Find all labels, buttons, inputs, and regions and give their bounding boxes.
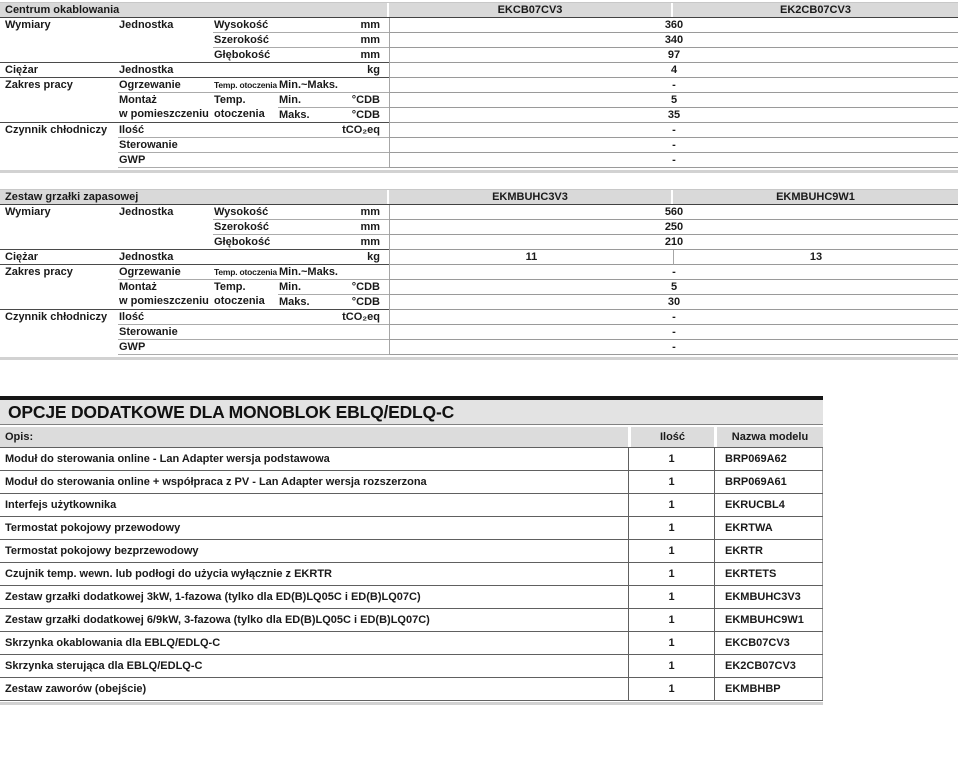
row-label-heating: Ogrzewanie xyxy=(118,265,213,280)
option-model: BRP069A61 xyxy=(714,471,823,493)
spacer-cell xyxy=(213,310,330,325)
spec-value-height: 360 xyxy=(389,18,958,33)
option-row xyxy=(0,563,823,586)
option-quantity: 1 xyxy=(628,471,714,493)
options-table-title: OPCJE DODATKOWE DLA MONOBLOK EBLQ/EDLQ-C xyxy=(0,396,823,425)
option-quantity: 1 xyxy=(628,678,714,700)
row-label-min: Min. xyxy=(278,280,330,295)
spacer-cell xyxy=(213,138,330,153)
option-quantity: 1 xyxy=(628,655,714,677)
spec-value-max-temp: 30 xyxy=(389,295,958,310)
row-label-max: Maks. xyxy=(278,295,330,310)
group-label-operation-range: Zakres pracy xyxy=(0,265,118,310)
spec-value-weight-col1: 11 xyxy=(389,250,673,265)
row-label-temp-line2: otoczenia xyxy=(214,295,265,307)
row-label-max: Maks. xyxy=(278,108,330,123)
unit-mm: mm xyxy=(330,33,389,48)
spec-value-depth: 97 xyxy=(389,48,958,63)
column-header-quantity: Ilość xyxy=(631,427,714,447)
spacer-cell xyxy=(213,63,330,78)
spacer-cell xyxy=(278,220,330,235)
spec-value-width: 340 xyxy=(389,33,958,48)
row-label-installation-line1: Montaż xyxy=(119,94,157,106)
unit-mm: mm xyxy=(330,205,389,220)
option-description: Moduł do sterowania online + współpraca z PV - Lan Adapter wersja rozszerzona xyxy=(5,476,427,488)
row-label-temp-line1: Temp. xyxy=(214,281,246,293)
option-description: Zestaw grzałki dodatkowej 6/9kW, 3-fazowa (tylko dla ED(B)LQ05C i ED(B)LQ07C) xyxy=(5,614,430,626)
option-description: Interfejs użytkownika xyxy=(5,499,117,511)
row-label-unit: Jednostka xyxy=(118,250,213,265)
unit-kg: kg xyxy=(330,250,389,265)
option-row xyxy=(0,494,823,517)
spacer-cell xyxy=(213,153,330,168)
option-model: EKRTR xyxy=(714,540,823,562)
spacer-cell xyxy=(278,48,330,63)
model-column-header: EK2CB07CV3 xyxy=(673,3,958,17)
row-label-quantity: Ilość xyxy=(118,123,213,138)
model-column-header: EKMBUHC3V3 xyxy=(389,190,673,204)
group-label-refrigerant: Czynnik chłodniczy xyxy=(5,124,108,136)
option-description: Skrzynka okablowania dla EBLQ/EDLQ-C xyxy=(5,637,221,649)
option-quantity: 1 xyxy=(628,609,714,631)
option-model: EKRUCBL4 xyxy=(714,494,823,516)
options-table-body xyxy=(0,447,823,701)
spacer-cell xyxy=(278,18,330,33)
spec-value-gwp: - xyxy=(389,153,958,168)
row-label-gwp: GWP xyxy=(118,340,213,355)
spec-value-control: - xyxy=(389,138,958,153)
options-table xyxy=(0,396,823,705)
option-model: EKRTETS xyxy=(714,563,823,585)
unit-tco2eq: tCO₂eq xyxy=(330,123,389,138)
row-label-installation-line2: w pomieszczeniu xyxy=(119,295,209,307)
spec-table-wiring-centre xyxy=(0,2,958,173)
option-row xyxy=(0,655,823,678)
option-row xyxy=(0,586,823,609)
option-quantity: 1 xyxy=(628,586,714,608)
unit-cdb: °CDB xyxy=(330,280,389,295)
option-row xyxy=(0,678,823,701)
spacer-cell xyxy=(330,340,389,355)
row-label-control: Sterowanie xyxy=(118,138,213,153)
spacer-cell xyxy=(213,340,330,355)
spec-table-body xyxy=(0,205,958,355)
option-model: EKMBUHC9W1 xyxy=(714,609,823,631)
row-label-ambient-temp: Temp. otoczenia xyxy=(213,78,278,93)
unit-cdb: °CDB xyxy=(330,295,389,310)
row-label-height: Wysokość xyxy=(213,18,278,33)
row-label-installation xyxy=(118,280,213,310)
option-row xyxy=(0,517,823,540)
unit-mm: mm xyxy=(330,235,389,250)
row-label-width: Szerokość xyxy=(213,33,278,48)
spacer-cell xyxy=(278,33,330,48)
spec-value-refrigerant-qty: - xyxy=(389,310,958,325)
option-model: EKCB07CV3 xyxy=(714,632,823,654)
table-bottom-shadow xyxy=(0,357,958,360)
group-label-refrigerant: Czynnik chłodniczy xyxy=(5,311,108,323)
row-label-depth: Głębokość xyxy=(213,235,278,250)
option-model: BRP069A62 xyxy=(714,448,823,470)
spacer-cell xyxy=(213,123,330,138)
spec-value-weight-col2: 13 xyxy=(673,250,958,265)
row-label-control: Sterowanie xyxy=(118,325,213,340)
group-label-operation-range: Zakres pracy xyxy=(0,78,118,123)
option-quantity: 1 xyxy=(628,494,714,516)
option-description: Moduł do sterowania online - Lan Adapter wersja podstawowa xyxy=(5,453,330,465)
row-label-ambient-temp-twoline xyxy=(213,280,278,310)
option-row xyxy=(0,448,823,471)
option-quantity: 1 xyxy=(628,563,714,585)
option-model: EKMBHBP xyxy=(714,678,823,700)
option-quantity: 1 xyxy=(628,540,714,562)
spec-value-height: 560 xyxy=(389,205,958,220)
spec-table-header-row xyxy=(0,189,958,205)
option-row xyxy=(0,632,823,655)
spec-table-header-row xyxy=(0,2,958,18)
row-label-min: Min. xyxy=(278,93,330,108)
option-description: Termostat pokojowy bezprzewodowy xyxy=(5,545,199,557)
row-label-depth: Głębokość xyxy=(213,48,278,63)
spacer-cell xyxy=(213,250,330,265)
option-description: Skrzynka sterująca dla EBLQ/EDLQ-C xyxy=(5,660,203,672)
group-label-dimensions: Wymiary xyxy=(0,205,118,250)
table-bottom-shadow xyxy=(0,170,958,173)
row-label-temp-line2: otoczenia xyxy=(214,108,265,120)
unit-mm: mm xyxy=(330,220,389,235)
model-column-header: EKMBUHC9W1 xyxy=(673,190,958,204)
spec-value-gwp: - xyxy=(389,340,958,355)
option-model: EKMBUHC3V3 xyxy=(714,586,823,608)
spec-table-backup-heater xyxy=(0,189,958,360)
option-description: Zestaw zaworów (obejście) xyxy=(5,683,147,695)
option-description: Zestaw grzałki dodatkowej 3kW, 1-fazowa (tylko dla ED(B)LQ05C i ED(B)LQ07C) xyxy=(5,591,421,603)
unit-mm: mm xyxy=(330,18,389,33)
row-label-unit: Jednostka xyxy=(118,205,213,250)
option-quantity: 1 xyxy=(628,632,714,654)
row-label-min-max: Min.~Maks. xyxy=(278,265,389,280)
group-label-weight: Ciężar xyxy=(0,63,118,78)
options-table-header-row xyxy=(0,427,823,447)
group-label-weight: Ciężar xyxy=(0,250,118,265)
unit-kg: kg xyxy=(330,63,389,78)
unit-cdb: °CDB xyxy=(330,108,389,123)
option-row xyxy=(0,540,823,563)
row-label-height: Wysokość xyxy=(213,205,278,220)
row-label-ambient-temp-twoline xyxy=(213,93,278,123)
option-row xyxy=(0,471,823,494)
spacer-cell xyxy=(330,325,389,340)
row-label-unit: Jednostka xyxy=(118,63,213,78)
spec-table-body xyxy=(0,18,958,168)
group-label-dimensions: Wymiary xyxy=(0,18,118,63)
spacer-cell xyxy=(213,325,330,340)
option-quantity: 1 xyxy=(628,517,714,539)
spec-value-min-temp: 5 xyxy=(389,93,958,108)
spacer-cell xyxy=(278,205,330,220)
option-quantity: 1 xyxy=(628,448,714,470)
spec-table-title: Zestaw grzałki zapasowej xyxy=(0,190,389,204)
unit-mm: mm xyxy=(330,48,389,63)
row-label-temp-line1: Temp. xyxy=(214,94,246,106)
row-label-quantity: Ilość xyxy=(118,310,213,325)
spec-value-weight: 4 xyxy=(389,63,958,78)
spec-value-control: - xyxy=(389,325,958,340)
row-label-unit: Jednostka xyxy=(118,18,213,63)
spacer-cell xyxy=(330,138,389,153)
spec-value-min-temp: 5 xyxy=(389,280,958,295)
spec-value-depth: 210 xyxy=(389,235,958,250)
row-label-installation xyxy=(118,93,213,123)
row-label-gwp: GWP xyxy=(118,153,213,168)
spec-value-width: 250 xyxy=(389,220,958,235)
unit-cdb: °CDB xyxy=(330,93,389,108)
row-label-ambient-temp: Temp. otoczenia xyxy=(213,265,278,280)
column-header-description: Opis: xyxy=(0,427,628,447)
table-bottom-shadow xyxy=(0,702,823,705)
spec-value-max-temp: 35 xyxy=(389,108,958,123)
row-label-min-max: Min.~Maks. xyxy=(278,78,389,93)
row-label-width: Szerokość xyxy=(213,220,278,235)
column-header-model: Nazwa modelu xyxy=(717,427,823,447)
unit-tco2eq: tCO₂eq xyxy=(330,310,389,325)
row-label-installation-line1: Montaż xyxy=(119,281,157,293)
option-description: Termostat pokojowy przewodowy xyxy=(5,522,181,534)
spacer-cell xyxy=(278,235,330,250)
row-label-heating: Ogrzewanie xyxy=(118,78,213,93)
option-row xyxy=(0,609,823,632)
row-label-installation-line2: w pomieszczeniu xyxy=(119,108,209,120)
option-description: Czujnik temp. wewn. lub podłogi do użycia wyłącznie z EKRTR xyxy=(5,568,332,580)
option-model: EK2CB07CV3 xyxy=(714,655,823,677)
spec-value-heating-range: - xyxy=(389,265,958,280)
model-column-header: EKCB07CV3 xyxy=(389,3,673,17)
spec-value-heating-range: - xyxy=(389,78,958,93)
spec-value-refrigerant-qty: - xyxy=(389,123,958,138)
spacer-cell xyxy=(330,153,389,168)
spec-table-title: Centrum okablowania xyxy=(0,3,389,17)
option-model: EKRTWA xyxy=(714,517,823,539)
